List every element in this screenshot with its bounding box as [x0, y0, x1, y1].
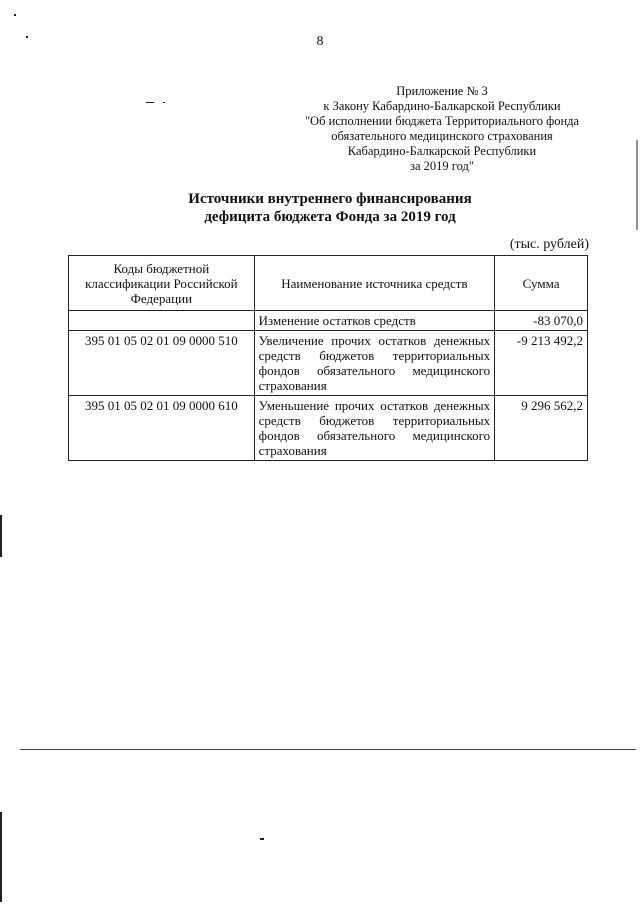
header-sum: Сумма — [495, 256, 588, 311]
row-code: 395 01 05 02 01 09 0000 610 — [69, 396, 255, 461]
page-number: 8 — [316, 34, 324, 49]
row-sum: 9 296 562,2 — [495, 396, 588, 461]
appendix-line: обязательного медицинского страхования — [331, 129, 553, 143]
scan-mark — [146, 102, 154, 103]
row-name: Изменение остатков средств — [254, 311, 495, 331]
appendix-line: Приложение № 3 — [396, 84, 488, 98]
row-sum: -83 070,0 — [495, 311, 588, 331]
header-name: Наименование источника средств — [254, 256, 495, 311]
units-label: (тыс. рублей) — [509, 237, 589, 252]
financing-sources-table — [68, 255, 588, 461]
row-code: 395 01 05 02 01 09 0000 510 — [69, 331, 255, 396]
row-sum: -9 213 492,2 — [495, 331, 588, 396]
document-title-line: Источники внутреннего финансирования — [188, 191, 472, 207]
table-row — [69, 311, 588, 331]
appendix-line: "Об исполнении бюджета Территориального фонда — [304, 114, 580, 128]
table-row — [69, 331, 588, 396]
row-name: Увеличение прочих остатков денежных средств бюджетов территориальных фондов обязательного медицинского страхования — [254, 331, 495, 396]
row-name: Уменьшение прочих остатков денежных средств бюджетов территориальных фондов обязательного медицинского страхования — [254, 396, 495, 461]
appendix-header — [296, 84, 588, 174]
appendix-line: к Закону Кабардино-Балкарской Республики — [323, 99, 561, 113]
document-title — [0, 190, 640, 226]
scan-mark — [636, 140, 638, 230]
scan-mark — [260, 838, 264, 840]
document-title-line: дефицита бюджета Фонда за 2019 год — [204, 209, 456, 225]
page-divider — [20, 749, 636, 750]
appendix-line: Кабардино-Балкарской Республики — [347, 144, 537, 158]
scan-mark — [0, 812, 2, 902]
scan-mark — [0, 515, 2, 557]
table-header-row — [69, 256, 588, 311]
table-row — [69, 396, 588, 461]
scan-mark — [14, 14, 16, 16]
appendix-line: за 2019 год" — [410, 159, 474, 173]
scan-mark — [163, 102, 165, 103]
scan-mark — [26, 36, 28, 38]
row-code — [69, 311, 255, 331]
header-code: Коды бюджетной классификации Российской Федерации — [69, 256, 255, 311]
